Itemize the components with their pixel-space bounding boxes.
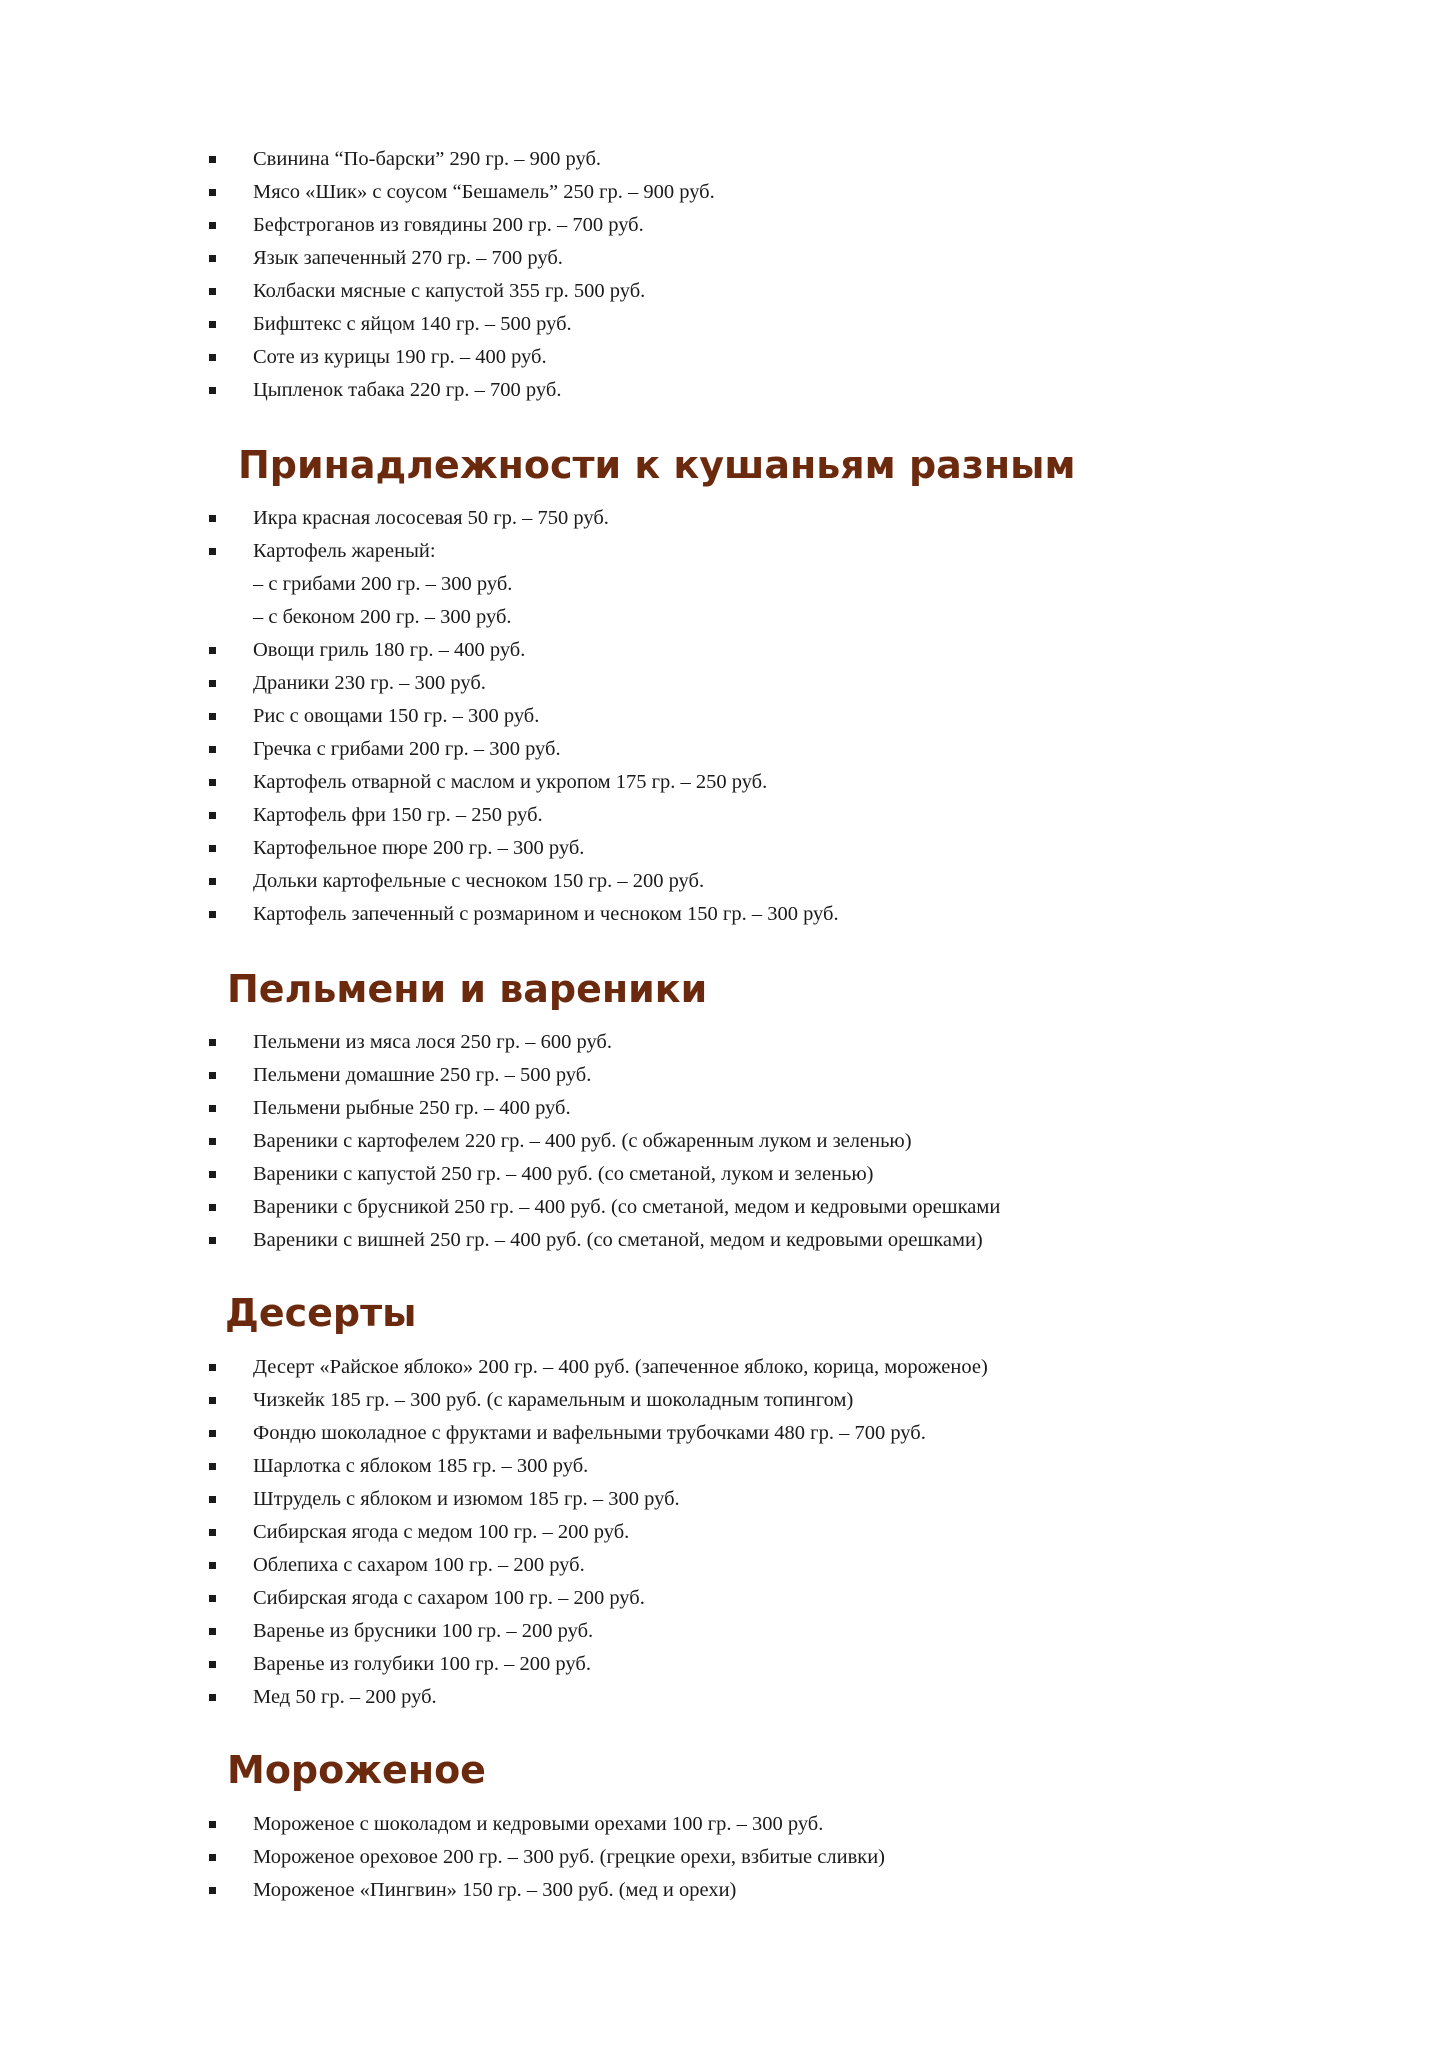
square-bullet-icon xyxy=(209,713,216,720)
list-item: Пельмени домашние 250 гр. – 500 руб. xyxy=(0,1059,1448,1092)
square-bullet-icon xyxy=(209,1397,216,1404)
square-bullet-icon xyxy=(209,1661,216,1668)
square-bullet-icon xyxy=(209,387,216,394)
square-bullet-icon xyxy=(209,354,216,361)
square-bullet-icon xyxy=(209,911,216,918)
square-bullet-icon xyxy=(209,878,216,885)
list-item: Вареники с картофелем 220 гр. – 400 руб. (с обжаренным луком и зеленью) xyxy=(0,1125,1448,1158)
list-item: Сибирская ягода с медом 100 гр. – 200 руб. xyxy=(0,1516,1448,1549)
square-bullet-icon xyxy=(209,1854,216,1861)
list-item: Мороженое с шоколадом и кедровыми орехами 100 гр. – 300 руб. xyxy=(0,1808,1448,1841)
list-item: Мороженое «Пингвин» 150 гр. – 300 руб. (мед и орехи) xyxy=(0,1874,1448,1907)
list-item: Мясо «Шик» с соусом “Бешамель” 250 гр. – 900 руб. xyxy=(0,176,1448,209)
list-item: Вареники с капустой 250 гр. – 400 руб. (со сметаной, луком и зеленью) xyxy=(0,1158,1448,1191)
square-bullet-icon xyxy=(209,1595,216,1602)
square-bullet-icon xyxy=(209,1529,216,1536)
list-item: Цыпленок табака 220 гр. – 700 руб. xyxy=(0,374,1448,407)
ice-cream-list xyxy=(0,1808,1448,1907)
list-item: Десерт «Райское яблоко» 200 гр. – 400 руб. (запеченное яблоко, корица, мороженое) xyxy=(0,1351,1448,1384)
square-bullet-icon xyxy=(209,779,216,786)
square-bullet-icon xyxy=(209,812,216,819)
desserts-list xyxy=(0,1351,1448,1714)
list-item: Драники 230 гр. – 300 руб. xyxy=(0,667,1448,700)
square-bullet-icon xyxy=(209,515,216,522)
square-bullet-icon xyxy=(209,222,216,229)
list-item: Икра красная лососевая 50 гр. – 750 руб. xyxy=(0,502,1448,535)
square-bullet-icon xyxy=(209,680,216,687)
section-title-side-dishes: Принадлежности к кушаньям разным xyxy=(238,443,1076,487)
list-item: Картофель фри 150 гр. – 250 руб. xyxy=(0,799,1448,832)
list-item: Картофель запеченный с розмарином и чесноком 150 гр. – 300 руб. xyxy=(0,898,1448,931)
square-bullet-icon xyxy=(209,1430,216,1437)
list-subitem: – с грибами 200 гр. – 300 руб. xyxy=(253,573,513,595)
square-bullet-icon xyxy=(209,1171,216,1178)
list-item: Свинина “По-барски” 290 гр. – 900 руб. xyxy=(0,143,1448,176)
square-bullet-icon xyxy=(209,1463,216,1470)
list-item: Фондю шоколадное с фруктами и вафельными трубочками 480 гр. – 700 руб. xyxy=(0,1417,1448,1450)
square-bullet-icon xyxy=(209,1039,216,1046)
list-item: Сибирская ягода с сахаром 100 гр. – 200 руб. xyxy=(0,1582,1448,1615)
list-item: Бифштекс с яйцом 140 гр. – 500 руб. xyxy=(0,308,1448,341)
list-subitem: – с беконом 200 гр. – 300 руб. xyxy=(253,606,512,628)
square-bullet-icon xyxy=(209,255,216,262)
list-item: Мороженое ореховое 200 гр. – 300 руб. (грецкие орехи, взбитые сливки) xyxy=(0,1841,1448,1874)
list-item: Картофельное пюре 200 гр. – 300 руб. xyxy=(0,832,1448,865)
section-title-desserts: Десерты xyxy=(225,1291,417,1335)
square-bullet-icon xyxy=(209,1237,216,1244)
square-bullet-icon xyxy=(209,1628,216,1635)
square-bullet-icon xyxy=(209,1694,216,1701)
list-item: Штрудель с яблоком и изюмом 185 гр. – 300 руб. xyxy=(0,1483,1448,1516)
list-item: Пельмени рыбные 250 гр. – 400 руб. xyxy=(0,1092,1448,1125)
list-item: Шарлотка с яблоком 185 гр. – 300 руб. xyxy=(0,1450,1448,1483)
list-item: Рис с овощами 150 гр. – 300 руб. xyxy=(0,700,1448,733)
list-item: Бефстроганов из говядины 200 гр. – 700 руб. xyxy=(0,209,1448,242)
list-item: Язык запеченный 270 гр. – 700 руб. xyxy=(0,242,1448,275)
list-item: Картофель отварной с маслом и укропом 175 гр. – 250 руб. xyxy=(0,766,1448,799)
list-item: Варенье из голубики 100 гр. – 200 руб. xyxy=(0,1648,1448,1681)
square-bullet-icon xyxy=(209,1138,216,1145)
square-bullet-icon xyxy=(209,1887,216,1894)
square-bullet-icon xyxy=(209,189,216,196)
square-bullet-icon xyxy=(209,321,216,328)
square-bullet-icon xyxy=(209,1105,216,1112)
square-bullet-icon xyxy=(209,845,216,852)
square-bullet-icon xyxy=(209,156,216,163)
square-bullet-icon xyxy=(209,1364,216,1371)
square-bullet-icon xyxy=(209,1072,216,1079)
list-item: Облепиха с сахаром 100 гр. – 200 руб. xyxy=(0,1549,1448,1582)
square-bullet-icon xyxy=(209,1562,216,1569)
square-bullet-icon xyxy=(209,746,216,753)
list-item: Вареники с брусникой 250 гр. – 400 руб. (со сметаной, медом и кедровыми орешками xyxy=(0,1191,1448,1224)
list-item: Мед 50 гр. – 200 руб. xyxy=(0,1681,1448,1714)
list-item: Пельмени из мяса лося 250 гр. – 600 руб. xyxy=(0,1026,1448,1059)
square-bullet-icon xyxy=(209,1496,216,1503)
list-item: Овощи гриль 180 гр. – 400 руб. xyxy=(0,634,1448,667)
list-item: Вареники с вишней 250 гр. – 400 руб. (со сметаной, медом и кедровыми орешками) xyxy=(0,1224,1448,1257)
dumplings-list xyxy=(0,1026,1448,1257)
list-item: Соте из курицы 190 гр. – 400 руб. xyxy=(0,341,1448,374)
square-bullet-icon xyxy=(209,548,216,555)
section-title-dumplings: Пельмени и вареники xyxy=(227,967,708,1011)
square-bullet-icon xyxy=(209,1204,216,1211)
square-bullet-icon xyxy=(209,1821,216,1828)
list-item: Колбаски мясные с капустой 355 гр. 500 руб. xyxy=(0,275,1448,308)
square-bullet-icon xyxy=(209,647,216,654)
list-item: Варенье из брусники 100 гр. – 200 руб. xyxy=(0,1615,1448,1648)
list-item: Гречка с грибами 200 гр. – 300 руб. xyxy=(0,733,1448,766)
side-dishes-list xyxy=(0,502,1448,931)
section-title-ice-cream: Мороженое xyxy=(227,1748,486,1792)
list-item: Дольки картофельные с чесноком 150 гр. – 200 руб. xyxy=(0,865,1448,898)
meat-dishes-list xyxy=(0,143,1448,407)
list-item: Картофель жареный: xyxy=(0,535,1448,568)
square-bullet-icon xyxy=(209,288,216,295)
list-item: Чизкейк 185 гр. – 300 руб. (с карамельным и шоколадным топингом) xyxy=(0,1384,1448,1417)
